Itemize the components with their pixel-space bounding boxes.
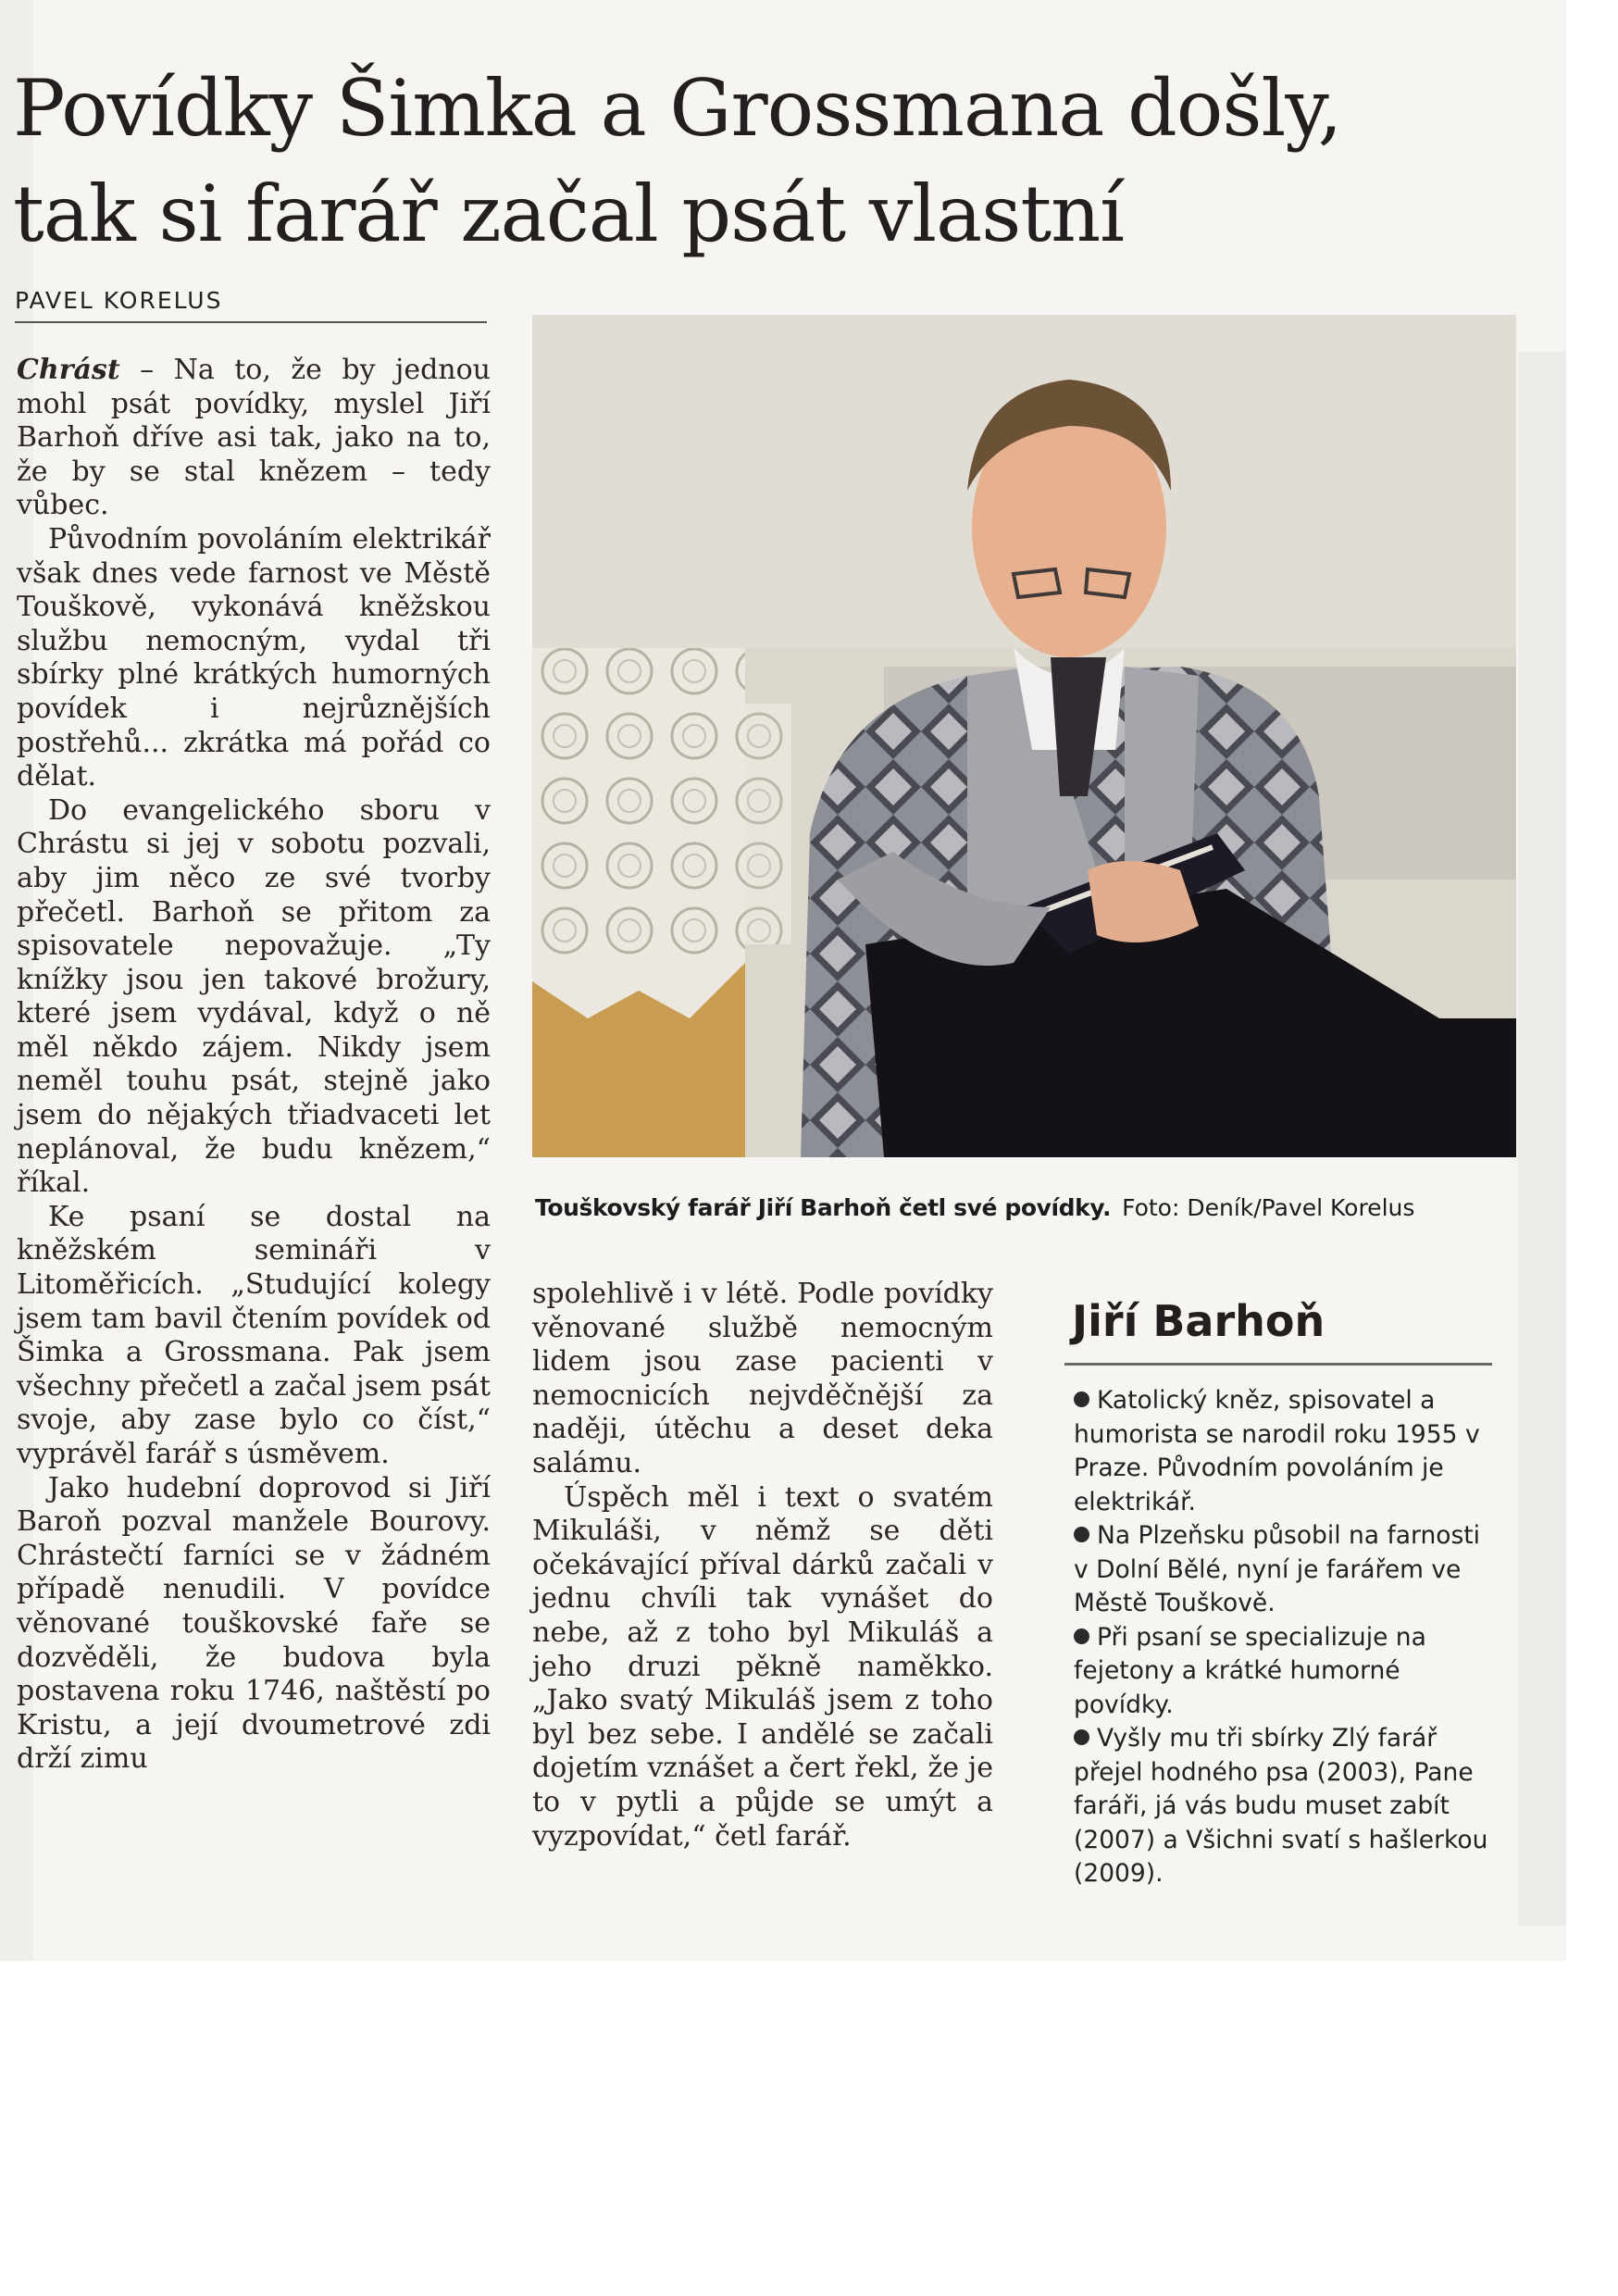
paragraph: Chrást – Na to, že by jednou mohl psát povídky, myslel Jiří Barhoň dříve asi tak, jako na to, že by se stal knězem – tedy vůbec. (17, 354, 491, 522)
photo-caption (535, 1194, 1516, 1221)
headline (13, 56, 1531, 267)
photo-illustration (532, 315, 1516, 1157)
article-column-1 (17, 354, 491, 1777)
paragraph: Úspěch měl i text o svatém Mikuláši, v němž se děti očekávající příval dárků začali v jednu chvíli tak vynášet do nebe, až z toho byl Mikuláš a jeho druzi pěkně naměkko. „Jako svatý Mikuláš jsem z toho byl bez sebe. I andělé se začali dojetím vznášet a čert řekl, že je to v pytli a půjde se umýt a vyzpovídat,“ četl farář. (532, 1480, 993, 1853)
bullet-dot-icon (1074, 1391, 1089, 1407)
sidebar-bullet: Při psaní se specializuje na fejetony a krátké humorné povídky. (1074, 1622, 1426, 1719)
headline-line-1: Povídky Šimka a Grossmana došly, (13, 63, 1342, 154)
headline-line-2: tak si farář začal psát vlastní (13, 168, 1125, 259)
profile-sidebar (1037, 1259, 1500, 1935)
sidebar-bullet: Na Plzeňsku působil na farnosti v Dolní Bělé, nyní je farářem ve Městě Touškově. (1074, 1521, 1481, 1617)
paragraph: Jako hudební doprovod si Jiří Baroň pozval manžele Bourovy. Chrástečtí farníci se v žádném případě nenudili. V povídce věnované touškovské faře se dozvěděli, že budova byla postavena roku 1746, naštěstí po Kristu, a její dvoumetrové zdi drží zimu (17, 1471, 491, 1776)
paragraph: Do evangelického sboru v Chrástu si jej v sobotu pozvali, aby jim něco ze své tvorby přečetl. Barhoň se přitom za spisovatele nepovažuje. „Ty knížky jsou jen takové brožury, které jsem vydával, když o ně měl někdo zájem. Nikdy jsem neměl touhu psát, stejně jako jsem do nějakých třiadvaceti let neplánoval, že budu knězem,“ říkal. (17, 793, 491, 1200)
paragraph: Původním povoláním elektrikář však dnes vede farnost ve Městě Touškově, vykonává kněžskou službu nemocným, vydal tři sbírky plné krátkých humorných povídek i nejrůznějších postřehů... zkrátka má pořád co dělat. (17, 522, 491, 793)
sidebar-bullet: Vyšly mu tři sbírky Zlý farář přejel hodného psa (2003), Pane faráři, já vás budu muset zabít (2007) a Všichni svatí s hašlerkou (2009). (1074, 1724, 1488, 1888)
sidebar-bullet: Katolický kněz, spisovatel a humorista se narodil roku 1955 v Praze. Původním povoláním je elektrikář. (1074, 1386, 1480, 1516)
paragraph: spolehlivě i v létě. Podle povídky věnované službě nemocným lidem jsou zase pacienti v nemocnicích nejvděčnější za naději, útěchu a deset deka salámu. (532, 1278, 993, 1479)
dateline: Chrást (17, 354, 120, 386)
bullet-dot-icon (1074, 1729, 1089, 1745)
byline: PAVEL KORELUS (15, 287, 487, 323)
paragraph: Ke psaní se dostal na kněžském semináři v Litoměřicích. „Studující kolegy jsem tam bavil čtením povídek od Šimka a Grossmana. Pak jsem všechny přečetl a začal jsem psát svoje, aby zase bylo co číst,“ vyprávěl farář s úsměvem. (17, 1200, 491, 1470)
sidebar-title: Jiří Barhoň (1072, 1296, 1326, 1346)
article-column-2 (532, 1278, 993, 1853)
bleed-through-right-edge (1518, 352, 1566, 1926)
bullet-dot-icon (1074, 1628, 1089, 1644)
sidebar-bullets (1074, 1384, 1490, 1891)
caption-text: Touškovský farář Jiří Barhoň četl své povídky. (535, 1194, 1112, 1221)
sidebar-divider (1064, 1363, 1492, 1366)
photo-priest-reading (532, 315, 1516, 1157)
photo-credit: Foto: Deník/Pavel Korelus (1122, 1194, 1415, 1221)
bullet-dot-icon (1074, 1527, 1089, 1542)
